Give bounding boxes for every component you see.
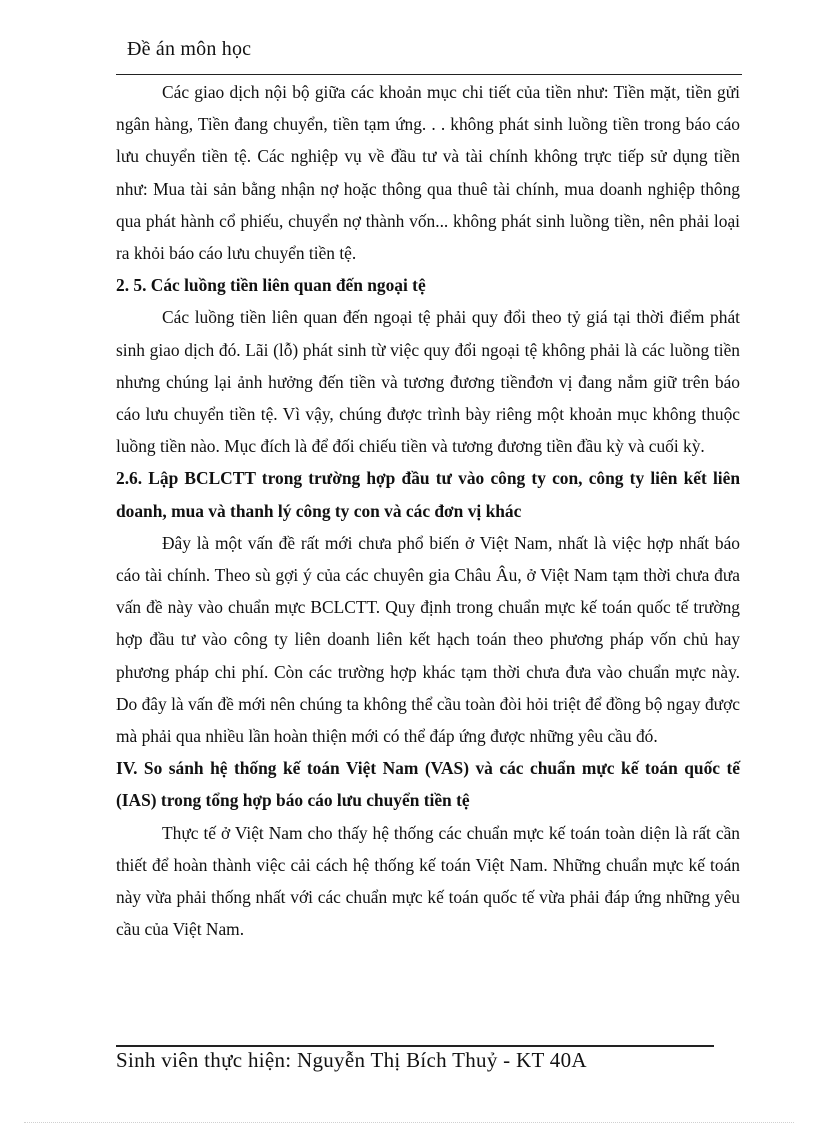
section-heading-2-6: 2.6. Lập BCLCTT trong trường hợp đầu tư vào công ty con, công ty liên kết liên doanh, mua và thanh lý công ty con và các đơn vị khác [116,468,740,521]
paragraph-vas-ias: Thực tế ở Việt Nam cho thấy hệ thống các chuẩn mực kế toán toàn diện là rất cần thiết để hoàn thành việc cải cách hệ thống kế toán Việt Nam. Những chuẩn mực kế toán này vừa phải thống nhất với các chuẩn mực kế toán quốc tế vừa phải đáp ứng những yêu cầu của Việt Nam. [116,822,740,940]
paragraph-consolidation: Đây là một vấn đề rất mới chưa phổ biến ở Việt Nam, nhất là việc hợp nhất báo cáo tài chính. Theo sù gợi ý của các chuyên gia Châu Âu, ở Việt Nam tạm thời chưa đưa vấn đề này vào chuẩn mực BCLCTT. Quy định trong chuẩn mực kế toán quốc tế trường hợp đầu tư vào công ty liên doanh liên kết hạch toán theo phương pháp vốn chủ hay phương pháp chi phí. Còn các trường hợp khác tạm thời chưa đưa vào chuẩn mực này. Do đây là vấn đề mới nên chúng ta không thể cầu toàn đòi hỏi triệt để đồng bộ ngay được mà phải qua nhiều lần hoàn thiện mới có thể đáp ứng được những yêu cầu đó. [116,532,740,747]
page-header-title: Đề án môn học [127,38,252,60]
footer-divider [116,1045,714,1047]
paragraph-foreign-currency: Các luồng tiền liên quan đến ngoại tệ phải quy đổi theo tỷ giá tại thời điểm phát sinh giao dịch đó. Lãi (lỗ) phát sinh từ việc quy đổi ngoại tệ không phải là các luồng tiền nhưng chúng lại ảnh hưởng đến tiền và tương đương tiềnđơn vị đang nắm giữ trên báo cáo lưu chuyển tiền tệ. Vì vậy, chúng được trình bày riêng một khoản mục không thuộc luồng tiền nào. Mục đích là để đối chiếu tiền và tương đương tiền đầu kỳ và cuối kỳ. [116,307,740,457]
paragraph-internal-transactions: Các giao dịch nội bộ giữa các khoản mục chi tiết của tiền như: Tiền mặt, tiền gửi ngân hàng, Tiền đang chuyển, tiền tạm ứng. . . không phát sinh luồng tiền trong báo cáo lưu chuyển tiền tệ. Các nghiệp vụ về đầu tư và tài chính không trực tiếp sử dụng tiền như: Mua tài sản bằng nhận nợ hoặc thông qua thuê tài chính, mua doanh nghiệp thông qua phát hành cổ phiếu, chuyển nợ thành vốn... không phát sinh luồng tiền, nên phải loại ra khỏi báo cáo lưu chuyển tiền tệ. [116,82,740,264]
section-heading-2-5: 2. 5. Các luồng tiền liên quan đến ngoại tệ [116,275,426,296]
section-heading-iv: IV. So sánh hệ thống kế toán Việt Nam (VAS) và các chuẩn mực kế toán quốc tế (IAS) trong tổng hợp báo cáo lưu chuyển tiền tệ [116,758,740,811]
page-footer-author: Sinh viên thực hiện: Nguyễn Thị Bích Thuỷ - KT 40A [116,1048,587,1072]
header-divider [116,74,742,75]
document-body [116,76,740,945]
